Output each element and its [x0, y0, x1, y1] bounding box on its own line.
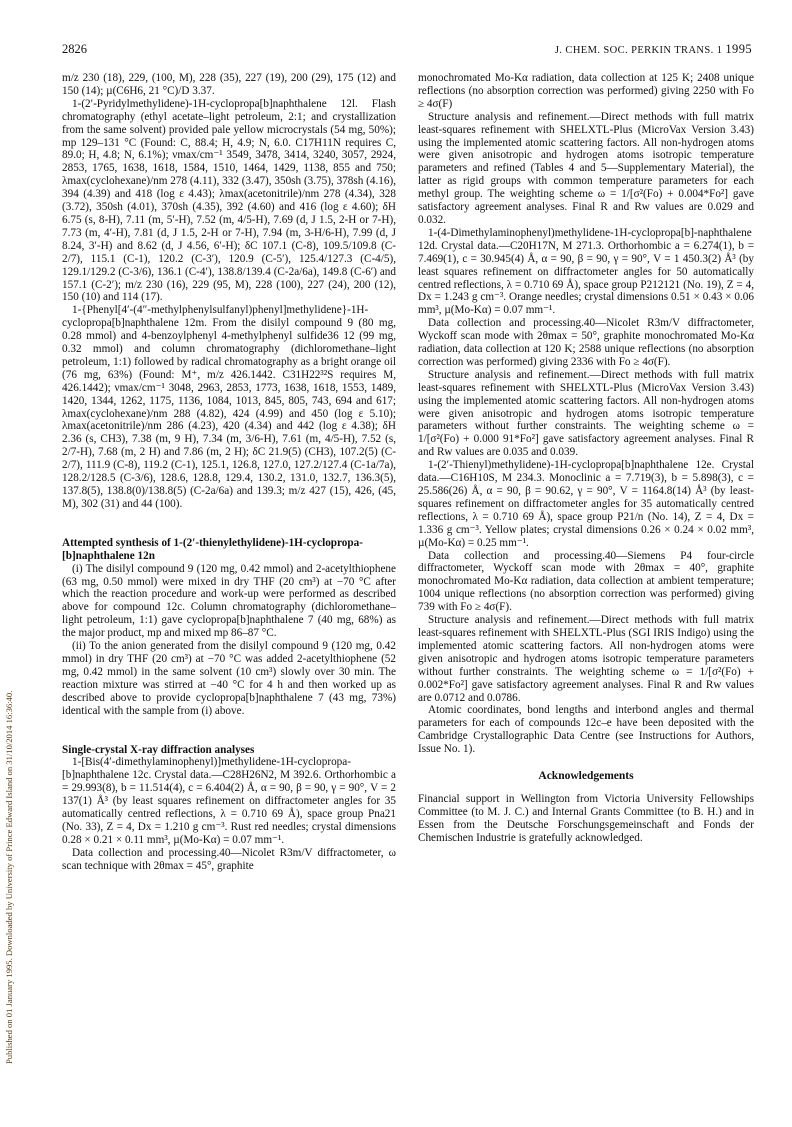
paragraph-structure-12c: Structure analysis and refinement.—Direct methods with full matrix least-squares refinement with SHELXTL-Plus (MicroVax Version 3.43) using the implemented atomic scattering factors. All non-hydrogen atoms were given anisotropic and hydrogen atoms isotropic temperature parameters and refined (Tables 4 and 5—Supplementary Material), the latter as rigid groups with common temperature parameters for each methyl group. The weighting scheme ω = 1/[σ²(Fo) + 0.004*Fo²] gave satisfactory agreement analyses. Final R and Rw values are 0.029 and 0.032. [418, 110, 754, 226]
paragraph-12n-part-ii: (ii) To the anion generated from the disilyl compound 9 (120 mg, 0.42 mmol) in dry THF (20 cm³) at −70 °C was added 2-acetylthiophene (52 mg, 0.42 mmol) in the same solvent (10 cm³) slowly over 30 min. The reaction mixture was stirred at −40 °C for 4 h and then worked up as described above to provide cyclopropa[b]naphthalene 7 (43 mg, 73%) identical with the sample from (i) above. [62, 640, 396, 717]
heading-acknowledgements: Acknowledgements [538, 770, 634, 783]
heading-xray-analyses: Single-crystal X-ray diffraction analyses [62, 743, 255, 756]
paragraph-crystal-12c: 1-[Bis(4′-dimethylaminophenyl)]methylidene-1H-cyclopropa-[b]naphthalene 12c. Crystal data.—C28H26N2, M 392.6. Orthorhombic a = 29.993(8), b = 11.514(4), c = 6.404(2) Å, α = 90, β = 90, γ = 90°, V = 2 137(1) Å³ (by least squares refinement on diffractometer angles for 35 automatically centred reflections, λ = 0.710 69 Å), space group Pna21 (No. 33), Z = 4, Dx = 1.210 g cm⁻³. Rust red needles; crystal dimensions 0.28 × 0.21 × 0.11 mm³, µ(Mo-Kα) = 0.07 mm⁻¹. [62, 756, 396, 846]
paragraph-12n-part-i: (i) The disilyl compound 9 (120 mg, 0.42 mmol) and 2-acetylthiophene (63 mg, 0.50 mmol) were mixed in dry THF (20 cm³) at −70 °C after which the reaction procedure and work-up were performed as described above for compound 12c. Column chromatography (dichloromethane–light petroleum, 1:1) gave cyclopropa[b]naphthalene 7 (40 mg, 68%) as the major product, mp and mixed mp 86–87 °C. [62, 562, 396, 640]
paragraph-deposition: Atomic coordinates, bond lengths and interbond angles and thermal parameters for each of compounds 12c–e have been deposited with the Cambridge Crystallographic Data Centre (see Instructions for Authors, Issue No. 1). [418, 704, 754, 756]
page-number: 2826 [62, 42, 87, 56]
paragraph-data-collection-12d: Data collection and processing.40—Nicolet R3m/V diffractometer, Wyckoff scan mode with 2θmax = 50°, graphite monochromated Mo-Kα radiation, data collection at 120 K; 2588 unique reflections (no absorption correction was performed) giving 2336 with Fo ≥ 4σ(F). [418, 317, 754, 368]
paragraph-compound-12l: 1-(2′-Pyridylmethylidene)-1H-cyclopropa[b]naphthalene 12l. Flash chromatography (ethyl acetate–light petroleum, 2:1; and crystallization from the same solvent) provided pale yellow microcrystals (54 mg, 50%); mp 129–131 °C (Found: C, 88.4; H, 4.9; N, 6.0. C17H11N requires C, 89.0; H, 4.8; N, 6.1%); νmax/cm⁻¹ 3549, 3478, 3414, 3240, 3057, 2924, 2853, 1765, 1638, 1618, 1584, 1510, 1464, 1429, 1138, 855 and 750; λmax(cyclohexane)/nm 278 (4.11), 332 (3.47), 350sh (3.75), 378sh (4.16), 394 (4.39) and 418 (log ε 4.43); λmax(acetonitrile)/nm 278 (4.34), 328 (3.72), 350sh (4.01), 370sh (4.35), 392 (4.60) and 416 (log ε 4.60); δH 6.75 (s, 8-H), 7.11 (m, 5′-H), 7.52 (m, 4/5-H), 7.69 (d, J 1.5, 2-H or 7-H), 7.73 (m, 4′-H), 7.81 (d, J 1.5, 2-H or 7-H), 7.94 (m, 3-H/6-H), 7.99 (d, J 8.24, 3′-H) and 8.62 (d, J 4.56, 6′-H); δC 107.1 (C-8), 109.5/109.8 (C-2/7), 115.1 (C-1), 120.2 (C-3′), 120.9 (C-5′), 125.4/127.3 (C-4/5), 129.1/129.2 (C-3/6), 136.1 (C-4′), 138.8/139.4 (C-2a/6a), 149.8 (C-6′) and 157.1 (C-2′); m/z 230 (16), 229 (95, M), 228 (100), 227 (24), 200 (12), 150 (10) and 114 (17). [62, 97, 396, 304]
left-column [62, 72, 396, 873]
paragraph-crystal-12e: 1-(2′-Thienyl)methylidene)-1H-cyclopropa[b]naphthalene 12e. Crystal data.—C16H10S, M 234.3. Monoclinic a = 7.719(3), b = 5.898(3), c = 25.586(26) Å, α = 90, β = 90.62, γ = 90°, V = 1164.8(14) Å³ (by least-squares refinement on diffractometer angles for 35 automatically centred reflections, λ = 0.710 69 Å), space group P21/n (No. 14), Z = 4, Dx = 1.336 g cm⁻³. Yellow plates; crystal dimensions 0.26 × 0.24 × 0.02 mm³, µ(Mo-Kα) = 0.25 mm⁻¹. [418, 459, 754, 549]
download-notice: Published on 01 January 1995. Downloaded by University of Prince Edward Island on 31/10/2014 16:36:40. [4, 690, 14, 1064]
paragraph-ms-continued: m/z 230 (18), 229, (100, M), 228 (35), 227 (19), 200 (29), 175 (12) and 150 (14); µ(C6H6, 21 °C)/D 3.37. [62, 72, 396, 97]
paragraph-data-collection-12c: Data collection and processing.40—Nicolet R3m/V diffractometer, ω scan technique with 2θmax = 45°, graphite [62, 846, 396, 872]
right-column [418, 72, 754, 845]
paragraph-crystal-12d: 1-(4-Dimethylaminophenyl)methylidene-1H-cyclopropa[b]-naphthalene 12d. Crystal data.—C20H17N, M 271.3. Orthorhombic a = 6.274(1), b = 7.469(1), c = 30.945(4) Å, α = 90, β = 90, γ = 90°, V = 1 450.3(2) Å³ (by least squares refinement on diffractometer angles for 50 automatically centred reflections, λ = 0.710 69 Å), space group P212121 (No. 19), Z = 4, Dx = 1.243 g cm⁻³. Orange needles; crystal dimensions 0.51 × 0.43 × 0.06 mm³, µ(Mo-Kα) = 0.07 mm⁻¹. [418, 226, 754, 317]
paragraph-structure-12d: Structure analysis and refinement.—Direct methods with full matrix least-squares refinement with SHELXTL-Plus (MicroVax Version 3.43) using the implemented atomic scattering factors. All non-hydrogen atoms were given anisotropic and hydrogen atoms isotropic temperature parameters without further constraints. The weighting scheme ω = 1/[σ²(Fo) + 0.000 91*Fo²] gave satisfactory agreement analyses. Final R and Rw values are 0.035 and 0.039. [418, 368, 754, 459]
journal-year: 1995 [725, 42, 752, 56]
paragraph-structure-12e: Structure analysis and refinement.—Direct methods with full matrix least-squares refinement with SHELXTL-Plus (SGI IRIS Indigo) using the implemented atomic scattering factors. All non-hydrogen atoms were given anisotropic and hydrogen atoms isotropic temperature parameters without further constraints. The weighting scheme ω = 1/[σ²(Fo) + 0.002*Fo²] gave satisfactory agreement analyses. Final R and Rw values are 0.0712 and 0.0786. [418, 614, 754, 704]
paragraph-12c-continued: monochromated Mo-Kα radiation, data collection at 125 K; 2408 unique reflections (no absorption correction was performed) giving 2250 with Fo ≥ 4σ(F) [418, 72, 754, 110]
journal-name: J. CHEM. SOC. PERKIN TRANS. 1 [554, 45, 723, 56]
paragraph-acknowledgements: Financial support in Wellington from Victoria University Fellowships Committee (to M. J. C.) and Internal Grants Committee (to B. H.) and in Essen from the Deutsche Forschungsgemeinschaft and Fonds der Chemischen Industrie is gratefully acknowledged. [418, 792, 754, 844]
paragraph-compound-12m: 1-{Phenyl[4′-(4″-methylphenylsulfanyl)phenyl]methylidene}-1H-cyclopropa[b]naphthalene 12m. From the disilyl compound 9 (80 mg, 0.28 mmol) and 4-benzoylphenyl 4-methylphenyl sulfide36 12 (99 mg, 0.32 mmol) and column chromatography (dichloromethane–light petroleum, 1:1) followed by radical chromatography as a bright orange oil (76 mg, 63%) (Found: M⁺, m/z 426.1442. C31H22³²S requires M, 426.1442); νmax/cm⁻¹ 3048, 2963, 2853, 1773, 1638, 1618, 1553, 1489, 1420, 1344, 1262, 1175, 1136, 1084, 1013, 845, 805, 743, 694 and 617; λmax(cyclohexane)/nm 288 (4.82), 424 (4.99) and 450 (log ε 5.10); λmax(acetonitrile)/nm 286 (4.23), 420 (4.34) and 442 (log ε 4.38); δH 2.36 (s, CH3), 7.38 (m, 9 H), 7.34 (m, 3/6-H), 7.61 (m, 4/5-H), 7.52 (s, 2/7-H), 7.68 (m, 2 H) and 7.86 (m, 2 H); δC 21.9(5) (CH3), 107.2(5) (C-2/7), 111.9 (C-8), 119.2 (C-1), 125.1, 126.8, 127.0, 127.2/127.4 (C-1a/7a), 128.2/128.5 (C-3/6), 128.6, 128.8, 129.4, 130.2, 131.0, 132.7, 136.3(5), 137.8(5), 138.8(0)/138.8(5) (C-2a/6a) and 139.3; m/z 427 (15), 426, (45, M), 302 (31) and 44 (100). [62, 304, 396, 510]
heading-attempted-12n: Attempted synthesis of 1-(2′-thienylethylidene)-1H-cyclopropa-[b]naphthalene 12n [62, 536, 363, 562]
paragraph-data-collection-12e: Data collection and processing.40—Siemens P4 four-circle diffractometer, Wyckoff scan mode with 2θmax = 40°, graphite monochromated Mo-Kα radiation, data collection at ambient temperature; 1004 unique reflections (no absorption correction was performed) giving 739 with Fo ≥ 4σ(F). [418, 549, 754, 614]
running-head [555, 42, 752, 57]
